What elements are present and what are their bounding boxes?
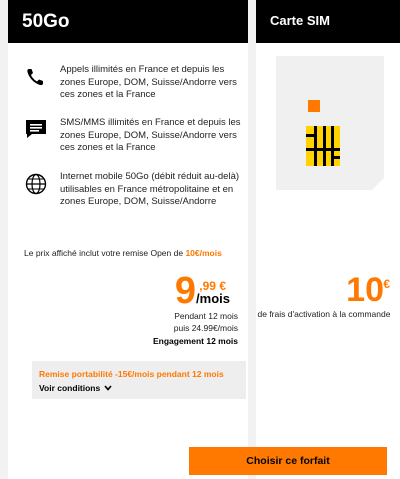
price-integer: 9 [174,270,196,312]
remise-note-text: Le prix affiché inclut votre remise Open de [24,248,184,258]
choose-plan-button[interactable]: Choisir ce forfait [189,447,387,475]
fees-amount: 10 [346,271,384,309]
chevron-down-icon [104,385,112,391]
message-icon [24,119,50,141]
sim-card-icon [276,56,384,190]
price-unit: /mois [196,291,230,306]
price-after: puis 24.99€/mois [173,323,238,333]
feature-calls-text: Appels illimités en France et depuis les zones Europe, DOM, Suisse/Andorre vers ces zones et la France [60,64,237,100]
plan-column [8,0,248,479]
feature-internet-text: Internet mobile 50Go (débit réduit au-delà) utilisables en France métropolitaine et en zones Europe, DOM, Suisse/Andorre [60,171,240,207]
conditions-link[interactable] [39,383,246,393]
plan-price [98,270,238,312]
fees-currency: € [383,277,390,291]
price-duration: Pendant 12 mois [174,311,238,321]
promo-box [32,361,246,399]
promo-text: Remise portabilité -15€/mois pendant 12 mois [39,369,224,379]
sim-column [256,0,400,479]
plan-title: 50Go [8,0,248,43]
feature-sms-text: SMS/MMS illimités en France et depuis les zones Europe, DOM, Suisse/Andorre vers ces zones et la France [60,117,241,153]
engagement-label: Engagement 12 mois [152,336,238,346]
phone-icon [24,66,50,88]
fees-label: de frais d'activation à la commande [257,309,391,319]
sim-title: Carte SIM [256,0,400,43]
remise-note [24,247,224,259]
conditions-label: Voir conditions [39,383,101,393]
globe-icon [24,173,50,195]
price-decimals: ,99 € [199,279,226,293]
remise-amount: 10€/mois [185,248,222,258]
